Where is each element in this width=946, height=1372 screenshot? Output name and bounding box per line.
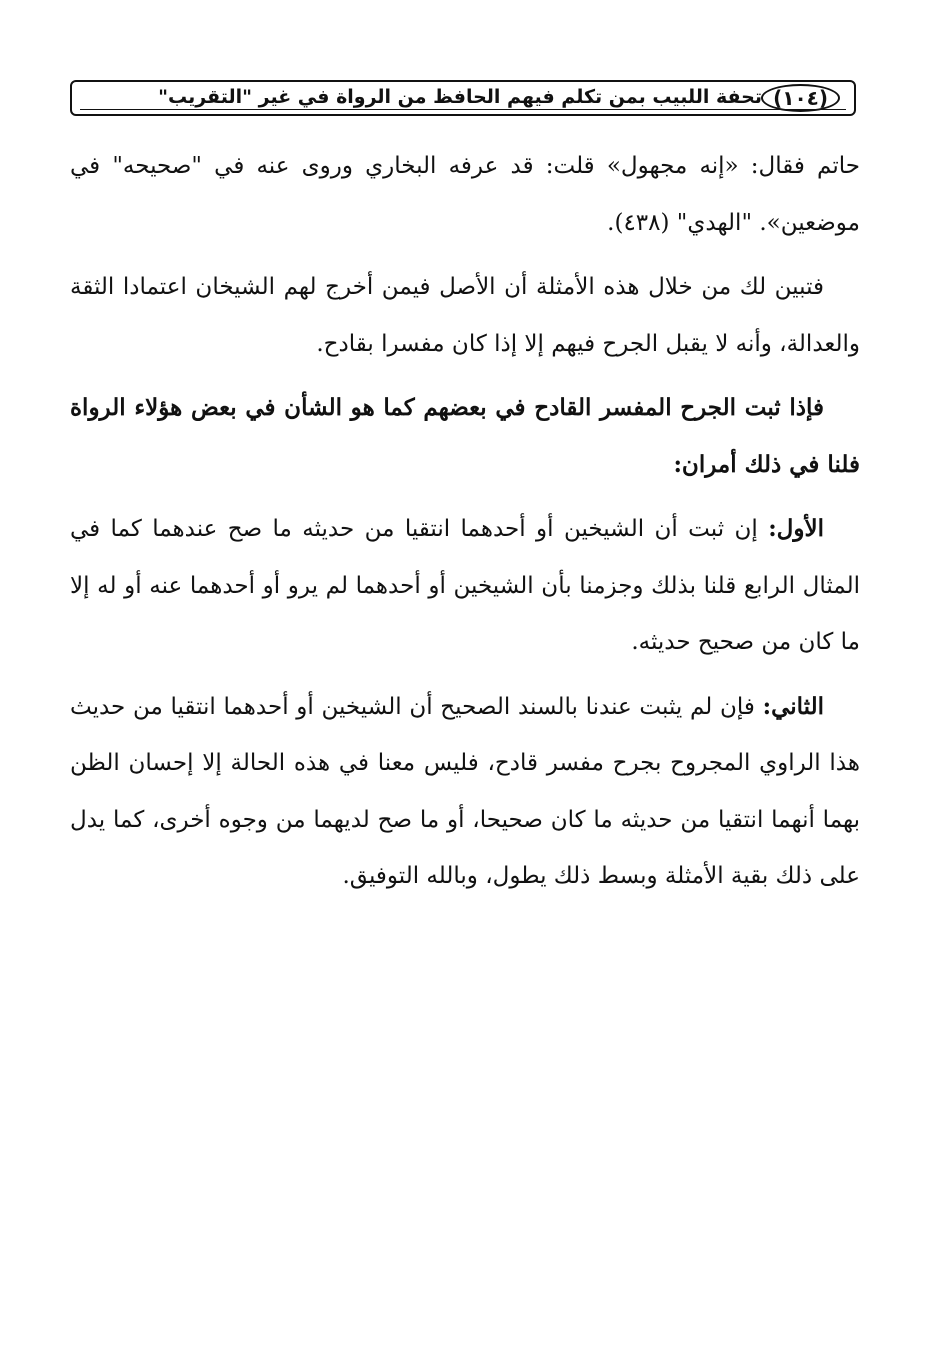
paragraph-4 <box>70 501 860 671</box>
paragraph-5-text: فإن لم يثبت عندنا بالسند الصحيح أن الشيخين أو أحدهما انتقيا من حديث هذا الراوي المجروح بجرح مفسر قادح، فليس معنا في هذه الحالة إلا إحسان الظن بهما أنهما انتقيا من حديثه ما كان صحيحا، أو ما صح لديهما من وجوه أخرى، كما يدل على ذلك بقية الأمثلة وبسط ذلك يطول، وبالله التوفيق. <box>70 693 860 889</box>
body-text <box>70 138 860 913</box>
page-header <box>70 80 856 116</box>
header-underline <box>80 109 846 110</box>
paragraph-1: حاتم فقال: «إنه مجهول» قلت: قد عرفه البخاري وروى عنه في "صحيحه" في موضعين». "الهدي" (٤٣٨). <box>70 153 860 236</box>
paragraph-3: فإذا ثبت الجرح المفسر القادح في بعضهم كما هو الشأن في بعض هؤلاء الرواة فلنا في ذلك أمران: <box>70 394 860 478</box>
paragraph-5-label: الثاني: <box>762 692 825 720</box>
page-number: (١٠٤) <box>761 84 840 112</box>
paragraph-4-text: إن ثبت أن الشيخين أو أحدهما انتقيا من حديثه ما صح عندهما كما في المثال الرابع قلنا بذلك وجزمنا بأن الشيخين أو أحدهما لم يرو أو أحدهما عنه أو له إلا ما كان من صحيح حديثه. <box>70 516 860 655</box>
paragraph-5 <box>70 679 860 905</box>
running-title: تحفة اللبيب بمن تكلم فيهم الحافظ من الرواة في غير "التقريب" <box>158 85 762 108</box>
paragraph-4-label: الأول: <box>768 515 825 542</box>
paragraph-2: فتبين لك من خلال هذه الأمثلة أن الأصل فيمن أخرج لهم الشيخان اعتمادا الثقة والعدالة، وأنه لا يقبل الجرح فيهم إلا إذا كان مفسرا بقادح. <box>70 274 860 357</box>
